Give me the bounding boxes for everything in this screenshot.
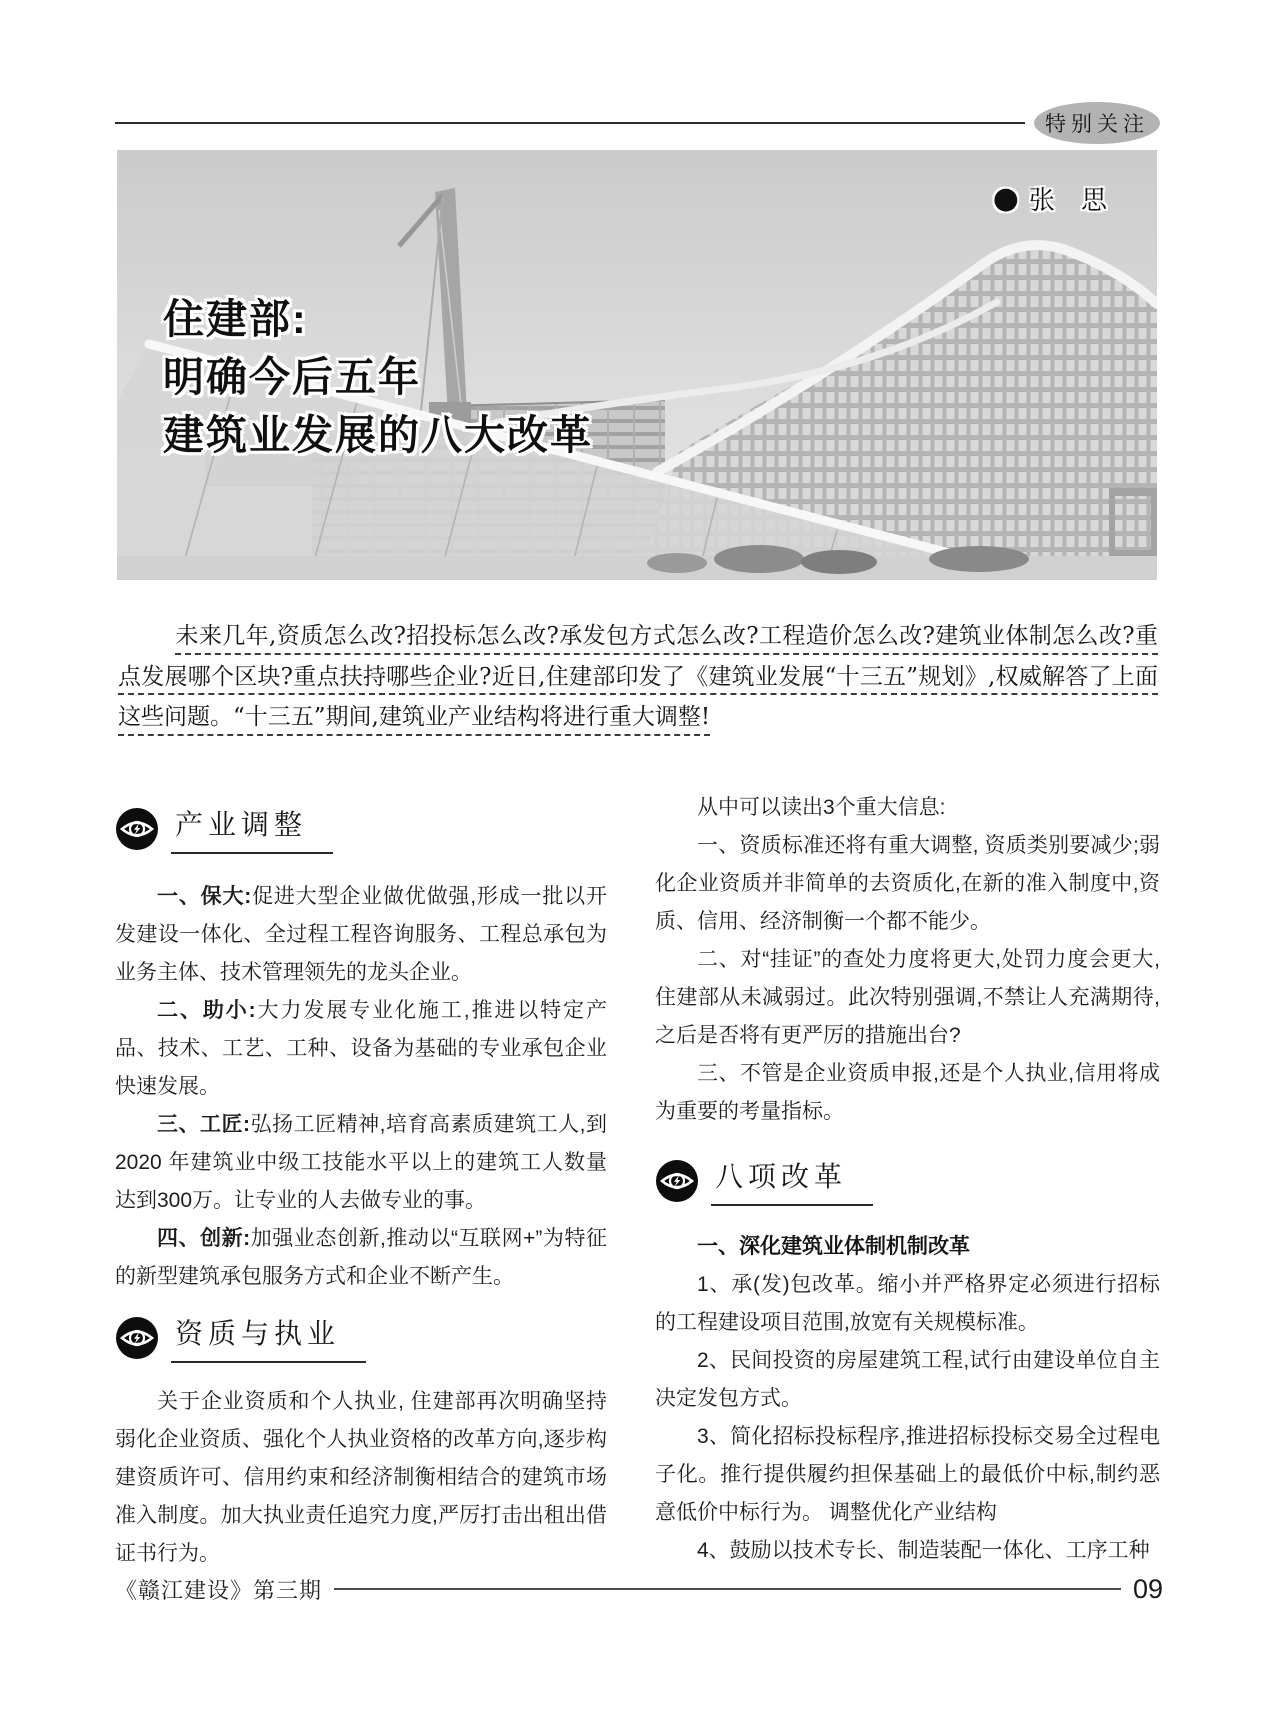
paragraph-text: 促进大型企业做优做强,形成一批以开发建设一体化、全过程工程咨询服务、工程总承包为业务主体、技术管理领先的龙头企业。	[115, 885, 607, 984]
subsection-heading: 一、深化建筑业体制机制改革	[697, 1235, 970, 1258]
intro-paragraph: 未来几年,资质怎么改?招投标怎么改?承发包方式怎么改?工程造价怎么改?建筑业体制怎么改?重点发展哪个区块?重点扶持哪些企业?近日,住建部印发了《建筑业发展“十三五”规划》,权威解答了上面这些问题。“十三五”期间,建筑业产业结构将进行重大调整!	[118, 623, 1158, 730]
eye-icon	[655, 1159, 699, 1203]
paragraph: 3、简化招标投标程序,推进招标投标交易全过程电子化。推行提供履约担保基础上的最低价中标,制约恶意低价中标行为。 调整优化产业结构	[655, 1425, 1160, 1524]
hero-title-line2: 明确今后五年	[163, 354, 421, 400]
hero-image	[117, 150, 1157, 580]
section-title: 八项改革	[711, 1155, 873, 1206]
paragraph-text: 弘扬工匠精神,培育高素质建筑工人,到2020 年建筑业中级工技能水平以上的建筑工人数量达到300万。让专业的人去做专业的事。	[115, 1113, 607, 1212]
left-column	[115, 765, 607, 1573]
paragraph-lead: 三、工匠:	[157, 1113, 251, 1136]
hero-title-line1: 住建部:	[163, 296, 308, 342]
paragraph	[115, 1106, 607, 1220]
author-bullet-icon: ●	[992, 180, 1019, 216]
eye-icon	[115, 1316, 159, 1360]
footer-rule	[334, 1588, 1121, 1590]
paragraph	[115, 878, 607, 992]
hero-title	[163, 290, 593, 464]
paragraph	[115, 1220, 607, 1296]
section-header-reforms	[655, 1155, 1160, 1206]
section-badge: 特别关注	[1034, 102, 1160, 144]
paragraph: 1、承(发)包改革。缩小并严格界定必须进行招标的工程建设项目范围,放宽有关规模标准。	[655, 1273, 1160, 1334]
paragraph-lead: 四、创新:	[157, 1227, 251, 1250]
paragraph-lead: 一、保大:	[157, 885, 252, 908]
section-title: 产业调整	[171, 803, 333, 854]
paragraph: 4、鼓励以技术专长、制造装配一体化、工序工种	[697, 1539, 1150, 1562]
eye-icon	[115, 807, 159, 851]
section-header-industry	[115, 803, 607, 854]
page-number: 09	[1132, 1573, 1163, 1604]
paragraph: 从中可以读出3个重大信息:	[697, 796, 946, 819]
paragraph: 二、对“挂证”的查处力度将更大,处罚力度会更大,住建部从未减弱过。此次特别强调,不禁让人充满期待,之后是否将有更严厉的措施出台?	[655, 948, 1160, 1047]
paragraph-lead: 二、助小:	[157, 999, 256, 1022]
page-header	[115, 100, 1160, 146]
right-column	[655, 765, 1160, 1573]
header-rule	[115, 122, 1025, 125]
body-columns	[115, 765, 1160, 1573]
hero-title-line3: 建筑业发展的八大改革	[163, 412, 593, 458]
hero-author	[993, 180, 1107, 217]
paragraph	[115, 992, 607, 1106]
paragraph: 关于企业资质和个人执业, 住建部再次明确坚持弱化企业资质、强化个人执业资格的改革方向,逐步构建资质许可、信用约束和经济制衡相结合的建筑市场准入制度。加大执业责任追究力度,严厉打击出租出借证书行为。	[115, 1390, 607, 1565]
section-header-qualification	[115, 1312, 607, 1363]
paragraph-text: 大力发展专业化施工,推进以特定产品、技术、工艺、工种、设备为基础的专业承包企业快速发展。	[115, 999, 607, 1098]
author-name: 张 思	[1028, 186, 1107, 216]
journal-title: 《赣江建设》第三期	[115, 1577, 323, 1603]
section-title: 资质与执业	[171, 1312, 366, 1363]
paragraph: 三、不管是企业资质申报,还是个人执业,信用将成为重要的考量指标。	[655, 1062, 1160, 1123]
paragraph: 一、资质标准还将有重大调整, 资质类别要减少;弱化企业资质并非简单的去资质化,在新的准入制度中,资质、信用、经济制衡一个都不能少。	[655, 834, 1160, 933]
page-footer	[115, 1572, 1163, 1606]
paragraph-text: 加强业态创新,推动以“互联网+”为特征的新型建筑承包服务方式和企业不断产生。	[115, 1227, 607, 1288]
paragraph: 2、民间投资的房屋建筑工程,试行由建设单位自主决定发包方式。	[655, 1349, 1160, 1410]
